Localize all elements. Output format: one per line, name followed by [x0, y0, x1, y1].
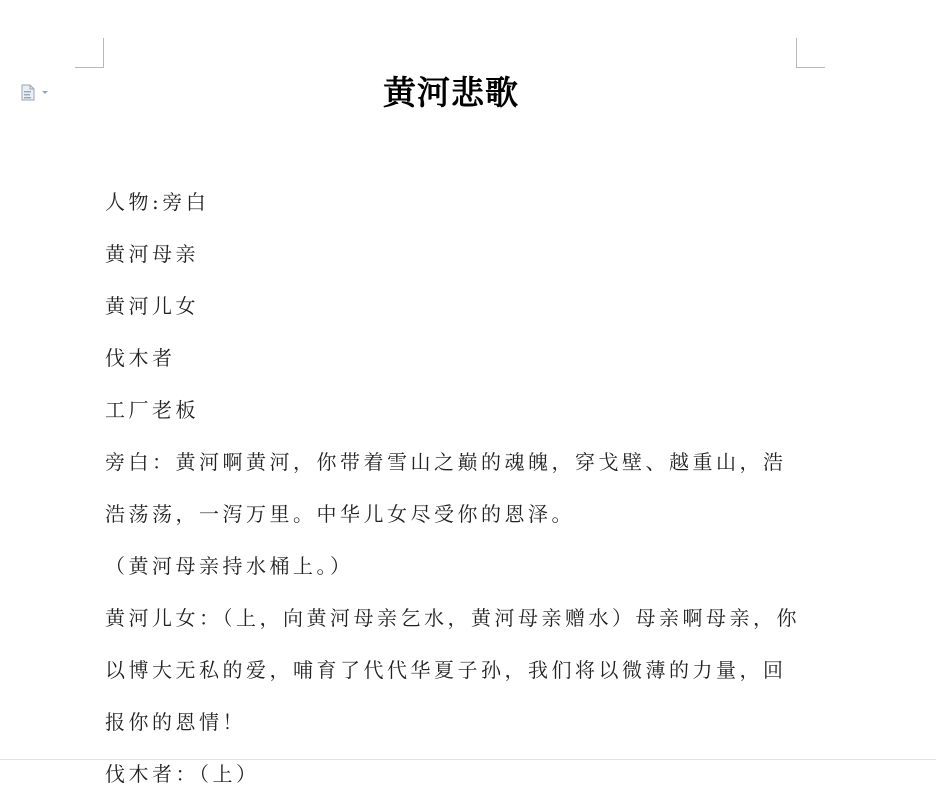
- page-bottom-edge: [0, 759, 936, 760]
- document-body: [105, 176, 805, 800]
- paragraph: 旁白：黄河啊黄河，你带着雪山之巅的魂魄，穿戈壁、越重山，浩浩荡荡，一泻万里。中华儿女尽受你的恩泽。: [105, 450, 787, 526]
- paragraph: （黄河母亲持水桶上。）: [105, 554, 354, 578]
- paragraph: 伐木者: [105, 346, 176, 370]
- document-title: 黄河悲歌: [383, 73, 519, 112]
- paragraph: 工厂老板: [105, 398, 199, 422]
- top-right-margin-mark: [796, 38, 797, 67]
- paragraph: 黄河儿女: [105, 294, 199, 318]
- top-left-margin-mark: [103, 38, 104, 67]
- paragraph: 伐木者：（上）: [105, 762, 260, 786]
- paragraph: 黄河母亲: [105, 242, 199, 266]
- paragraph: 黄河儿女：（上，向黄河母亲乞水，黄河母亲赠水）母亲啊母亲，你以博大无私的爱，哺育了代代华夏子孙，我们将以微薄的力量，回报你的恩情！: [105, 606, 800, 734]
- paragraph: 人物:旁白: [105, 190, 210, 214]
